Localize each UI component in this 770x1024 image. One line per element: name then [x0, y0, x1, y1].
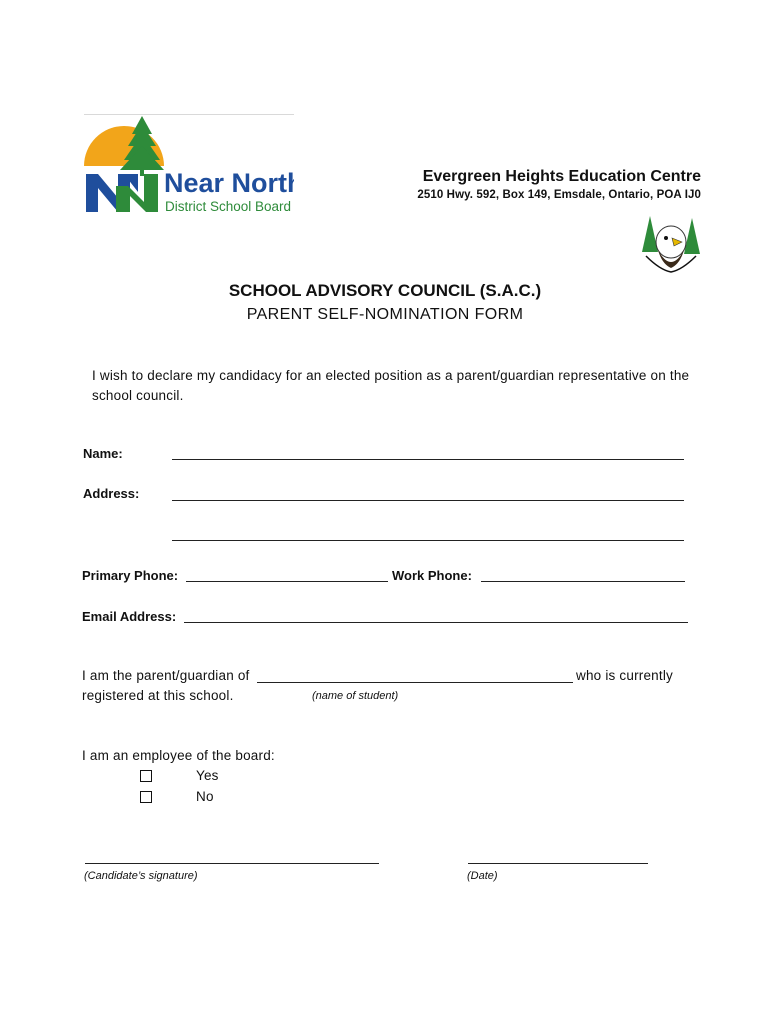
primary-phone-label: Primary Phone:	[82, 568, 179, 583]
logo-word-near-north: Near North	[164, 168, 294, 198]
name-field[interactable]	[172, 459, 684, 460]
school-name: Evergreen Heights Education Centre	[422, 168, 701, 185]
guardian-line2: registered at this school.	[82, 688, 234, 703]
student-name-hint: (name of student)	[312, 690, 399, 702]
work-phone-field[interactable]	[481, 581, 685, 582]
guardian-suffix: who is currently	[576, 668, 673, 683]
name-label: Name:	[83, 446, 123, 461]
guardian-prefix: I am the parent/guardian of	[82, 668, 250, 683]
eagle-emblem-icon	[640, 212, 702, 274]
address-field-line2[interactable]	[172, 540, 684, 541]
date-field[interactable]	[468, 863, 648, 864]
primary-phone-field[interactable]	[186, 581, 388, 582]
employee-no-label: No	[196, 789, 214, 804]
employee-no-checkbox[interactable]	[140, 791, 152, 803]
candidate-signature-field[interactable]	[85, 863, 379, 864]
form-title: SCHOOL ADVISORY COUNCIL (S.A.C.)	[228, 281, 542, 300]
candidate-signature-label: (Candidate’s signature)	[84, 870, 198, 882]
work-phone-label: Work Phone:	[392, 568, 472, 583]
address-field-line1[interactable]	[172, 500, 684, 501]
board-logo	[84, 114, 294, 216]
employee-question: I am an employee of the board:	[82, 748, 275, 763]
form-subtitle: PARENT SELF-NOMINATION FORM	[246, 306, 524, 323]
employee-yes-label: Yes	[196, 768, 219, 783]
email-field[interactable]	[184, 622, 688, 623]
employee-yes-checkbox[interactable]	[140, 770, 152, 782]
logo-word-district: District School Board	[165, 199, 292, 214]
email-label: Email Address:	[82, 609, 177, 624]
student-name-field[interactable]	[257, 682, 573, 683]
intro-statement: I wish to declare my candidacy for an elected position as a parent/guardian representative on the school council.	[92, 368, 690, 403]
date-label: (Date)	[467, 870, 498, 882]
address-label: Address:	[83, 486, 140, 501]
school-address: 2510 Hwy. 592, Box 149, Emsdale, Ontario, POA IJ0	[417, 189, 701, 201]
